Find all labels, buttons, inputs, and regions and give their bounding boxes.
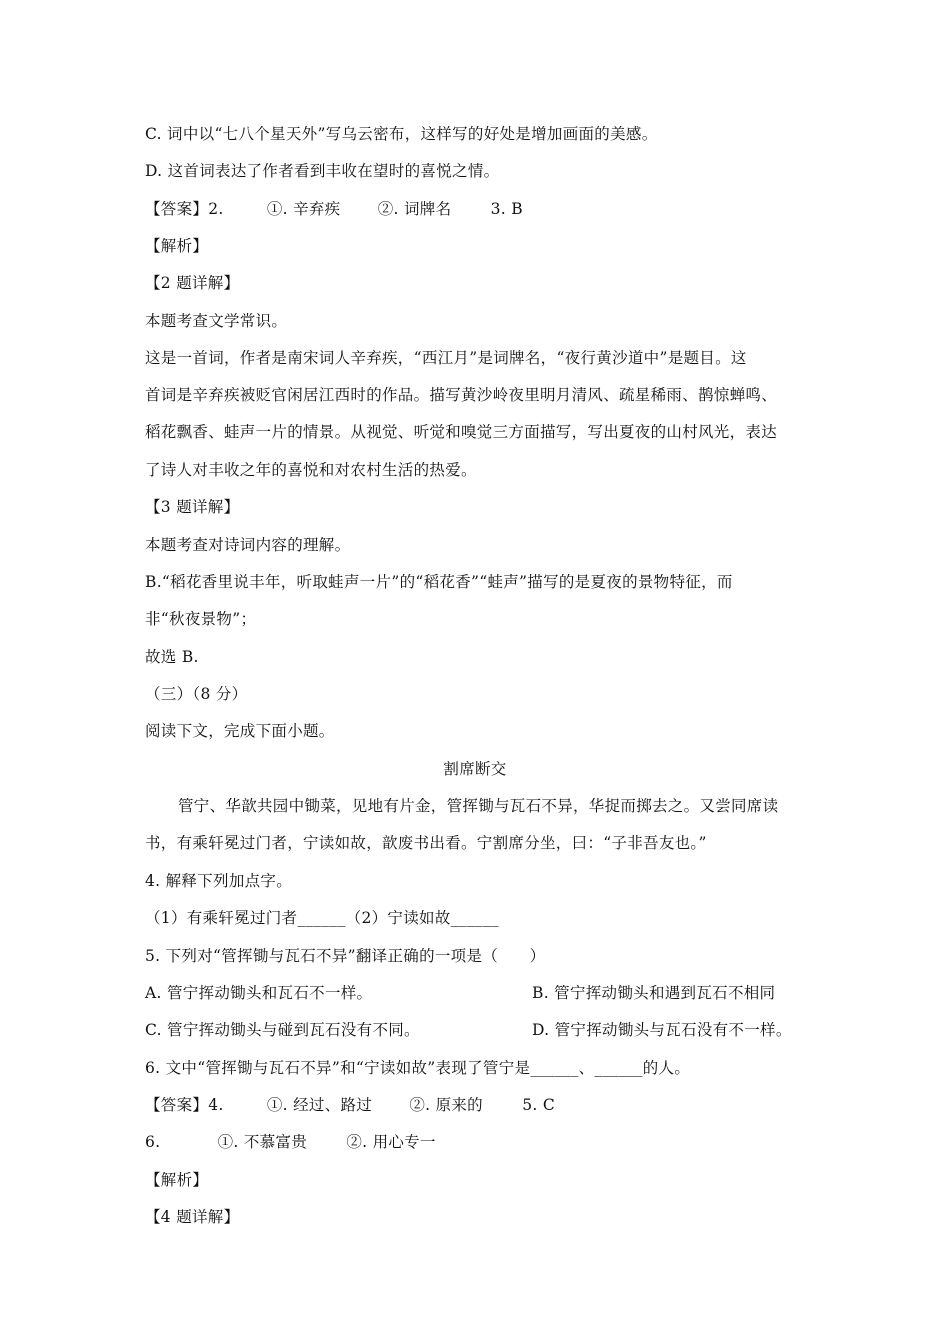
detail-2-heading: 【2 题详解】 <box>145 274 240 292</box>
question-6: 6. 文中“管挥锄与瓦石不异”和“宁读如故”表现了管宁是______、______的人。 <box>145 1059 691 1077</box>
question-4-items: （1）有乘轩冕过门者______（2）宁读如故______ <box>145 909 499 927</box>
passage-line: 管宁、华歆共园中锄菜，见地有片金，管挥锄与瓦石不异，华捉而掷去之。又尝同席读 <box>178 797 779 815</box>
detail-4-heading: 【4 题详解】 <box>145 1208 240 1226</box>
option-a: A. 管宁挥动锄头和瓦石不一样。 <box>145 984 373 1002</box>
answer-item: 5. C <box>522 1096 555 1114</box>
answer-label: 【答案】2. <box>145 200 224 218</box>
paragraph-line: 非“秋夜景物”； <box>145 610 257 628</box>
paragraph-line: 首词是辛弃疾被贬官闲居江西时的作品。描写黄沙岭夜里明月清风、疏星稀雨、鹊惊蝉鸣、 <box>145 386 778 404</box>
paragraph-line: 稻花飘香、蛙声一片的情景。从视觉、听觉和嗅觉三方面描写，写出夏夜的山村风光，表达 <box>145 423 778 441</box>
question-4: 4. 解释下列加点字。 <box>145 872 293 890</box>
answer-label: 6. <box>145 1133 161 1151</box>
section-instruction: 阅读下文，完成下面小题。 <box>145 722 335 740</box>
answer-line-1 <box>145 199 523 219</box>
detail-3-conclusion: 故选 B. <box>145 648 199 666</box>
option-b: B. 管宁挥动锄头和遇到瓦石不相同 <box>532 984 776 1002</box>
detail-2-intro: 本题考查文学常识。 <box>145 312 288 330</box>
answer-item: ②. 原来的 <box>409 1096 483 1114</box>
answer-item: ②. 用心专一 <box>346 1133 436 1151</box>
answer-line-3 <box>145 1132 436 1152</box>
passage-title: 割席断交 <box>443 760 507 778</box>
answer-item: ①. 辛弃疾 <box>266 200 341 218</box>
answer-item: ①. 不慕富贵 <box>217 1133 308 1151</box>
detail-3-intro: 本题考查对诗词内容的理解。 <box>145 536 351 554</box>
detail-3-heading: 【3 题详解】 <box>145 498 240 516</box>
option-c: C. 管宁挥动锄头与碰到瓦石没有不同。 <box>145 1021 420 1039</box>
option-d: D. 管宁挥动锄头与瓦石没有不一样。 <box>532 1021 792 1039</box>
answer-item: ②. 词牌名 <box>377 200 452 218</box>
section-heading: （三）（8 分） <box>145 685 248 703</box>
answer-line-2 <box>145 1095 555 1115</box>
answer-item: ①. 经过、路过 <box>266 1096 373 1114</box>
analysis-heading: 【解析】 <box>145 237 209 255</box>
option-d-text: D. 这首词表达了作者看到丰收在望时的喜悦之情。 <box>145 162 500 180</box>
paragraph-line: B.“稻花香里说丰年，听取蛙声一片”的“稻花香”“蛙声”描写的是夏夜的景物特征，而 <box>145 573 733 591</box>
analysis-heading: 【解析】 <box>145 1171 209 1189</box>
answer-item: 3. B <box>490 200 523 218</box>
question-5: 5. 下列对“管挥锄与瓦石不异”翻译正确的一项是（ ） <box>145 947 546 965</box>
option-c-text: C. 词中以“七八个星天外”写乌云密布，这样写的好处是增加画面的美感。 <box>145 125 658 143</box>
passage-line: 书，有乘轩冕过门者，宁读如故，歆废书出看。宁割席分坐，曰：“子非吾友也。” <box>145 834 707 852</box>
answer-label: 【答案】4. <box>145 1096 224 1114</box>
paragraph-line: 了诗人对丰收之年的喜悦和对农村生活的热爱。 <box>145 461 477 479</box>
paragraph-line: 这是一首词，作者是南宋词人辛弃疾，“西江月”是词牌名，“夜行黄沙道中”是题目。这 <box>145 349 747 367</box>
